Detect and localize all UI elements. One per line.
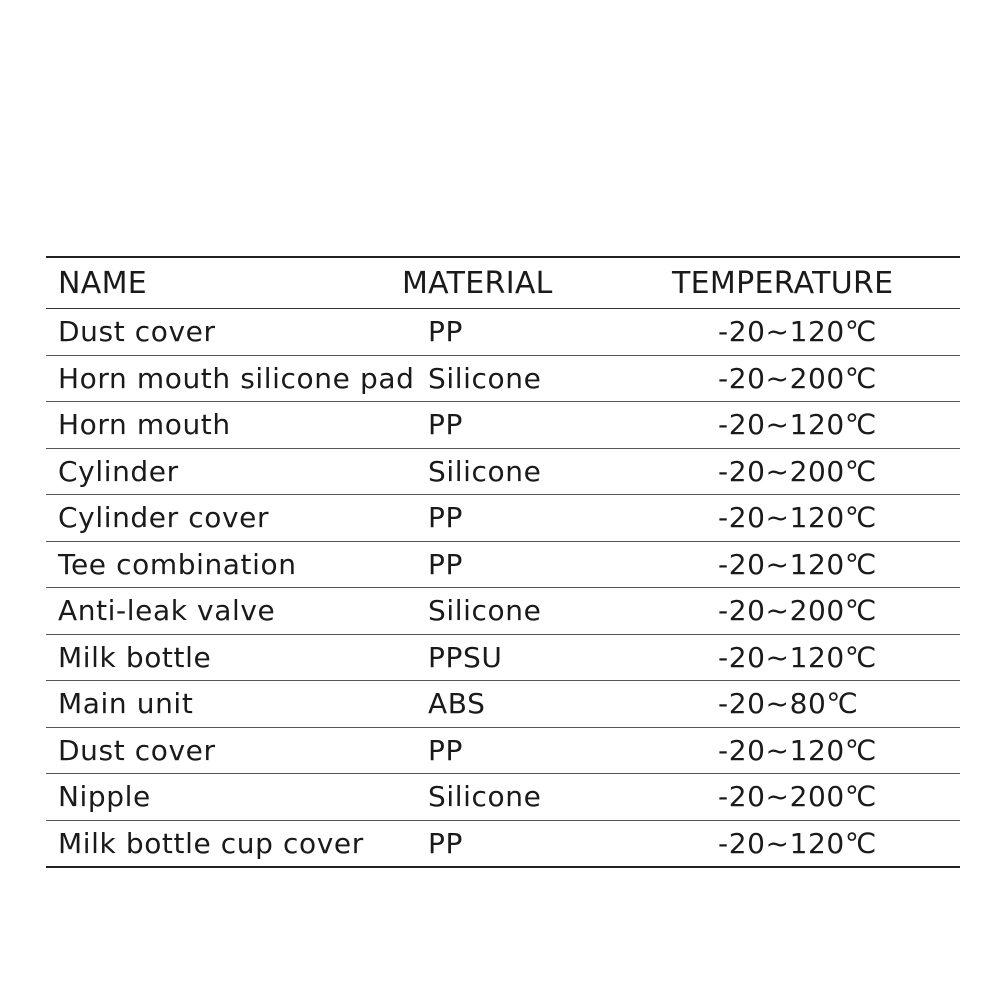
- cell-temperature: -20~120℃: [718, 501, 877, 535]
- cell-temperature: -20~120℃: [718, 315, 877, 349]
- table-row: [46, 541, 960, 588]
- table-row: [46, 587, 960, 634]
- table-row: [46, 308, 960, 355]
- cell-material: PP: [428, 501, 463, 535]
- cell-temperature: -20~80℃: [718, 687, 859, 721]
- cell-temperature: -20~200℃: [718, 780, 877, 814]
- cell-material: Silicone: [428, 594, 542, 628]
- material-spec-table: [46, 256, 960, 868]
- cell-temperature: -20~200℃: [718, 361, 877, 395]
- table-bottom-rule: [46, 866, 960, 868]
- cell-material: PP: [428, 826, 463, 860]
- cell-name: Cylinder cover: [58, 501, 270, 535]
- cell-name: Milk bottle cup cover: [58, 826, 364, 860]
- header-name: NAME: [58, 265, 148, 301]
- cell-material: PP: [428, 733, 463, 767]
- cell-name: Dust cover: [58, 733, 216, 767]
- cell-name: Main unit: [58, 687, 194, 721]
- cell-name: Anti-leak valve: [58, 594, 276, 628]
- cell-material: PP: [428, 408, 463, 442]
- table-row: [46, 773, 960, 820]
- cell-name: Horn mouth silicone pad: [58, 361, 415, 395]
- cell-name: Horn mouth: [58, 408, 231, 442]
- table-row: [46, 355, 960, 402]
- cell-name: Dust cover: [58, 315, 216, 349]
- cell-temperature: -20~120℃: [718, 547, 877, 581]
- header-material: MATERIAL: [402, 265, 553, 301]
- table-row: [46, 448, 960, 495]
- cell-temperature: -20~120℃: [718, 733, 877, 767]
- cell-material: PPSU: [428, 640, 503, 674]
- cell-material: Silicone: [428, 361, 542, 395]
- table-row: [46, 680, 960, 727]
- table-header-row: [46, 258, 960, 308]
- table-row: [46, 634, 960, 681]
- cell-name: Nipple: [58, 780, 151, 814]
- cell-temperature: -20~120℃: [718, 640, 877, 674]
- cell-name: Cylinder: [58, 454, 179, 488]
- cell-name: Milk bottle: [58, 640, 212, 674]
- cell-temperature: -20~120℃: [718, 408, 877, 442]
- cell-material: PP: [428, 547, 463, 581]
- table-row: [46, 820, 960, 867]
- cell-material: Silicone: [428, 780, 542, 814]
- cell-temperature: -20~120℃: [718, 826, 877, 860]
- table-row: [46, 494, 960, 541]
- cell-material: Silicone: [428, 454, 542, 488]
- cell-name: Tee combination: [58, 547, 297, 581]
- cell-temperature: -20~200℃: [718, 454, 877, 488]
- cell-temperature: -20~200℃: [718, 594, 877, 628]
- table-row: [46, 727, 960, 774]
- table-row: [46, 401, 960, 448]
- cell-material: ABS: [428, 687, 486, 721]
- header-temperature: TEMPERATURE: [672, 265, 894, 301]
- cell-material: PP: [428, 315, 463, 349]
